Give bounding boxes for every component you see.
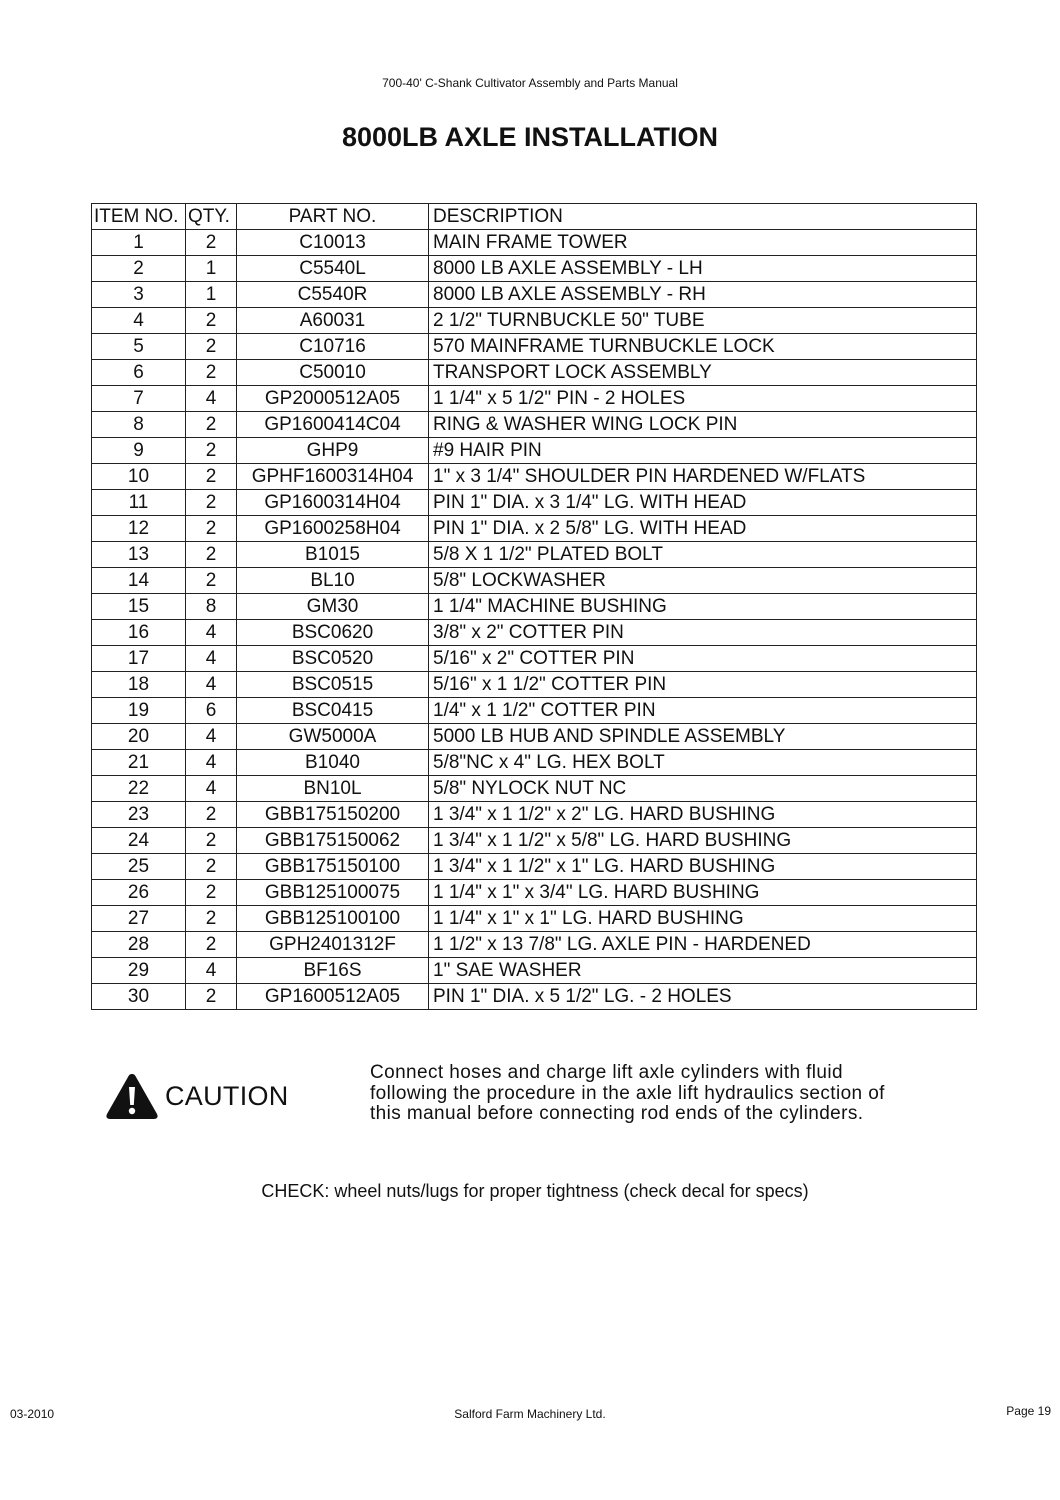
item-no-cell: 21 [92, 750, 186, 776]
qty-cell: 4 [186, 646, 237, 672]
table-row [92, 334, 977, 360]
item-no-cell: 2 [92, 256, 186, 282]
item-no-cell: 13 [92, 542, 186, 568]
part-no-cell: B1040 [237, 750, 429, 776]
table-row [92, 854, 977, 880]
part-no-cell: BL10 [237, 568, 429, 594]
qty-cell: 2 [186, 932, 237, 958]
part-no-cell: BSC0520 [237, 646, 429, 672]
qty-cell: 2 [186, 490, 237, 516]
description-cell: 8000 LB AXLE ASSEMBLY - LH [429, 256, 977, 282]
description-cell: 1 1/4" x 5 1/2" PIN - 2 HOLES [429, 386, 977, 412]
description-cell: PIN 1" DIA. x 5 1/2" LG. - 2 HOLES [429, 984, 977, 1010]
item-no-cell: 27 [92, 906, 186, 932]
table-row [92, 620, 977, 646]
part-no-cell: C5540L [237, 256, 429, 282]
part-no-cell: GBB125100100 [237, 906, 429, 932]
description-cell: 1 1/4" MACHINE BUSHING [429, 594, 977, 620]
header-description: DESCRIPTION [429, 204, 977, 230]
description-cell: 5/16" x 1 1/2" COTTER PIN [429, 672, 977, 698]
part-no-cell: GBB175150100 [237, 854, 429, 880]
table-row [92, 646, 977, 672]
item-no-cell: 28 [92, 932, 186, 958]
description-cell: PIN 1" DIA. x 3 1/4" LG. WITH HEAD [429, 490, 977, 516]
table-row [92, 880, 977, 906]
header-qty: QTY. [186, 204, 237, 230]
item-no-cell: 7 [92, 386, 186, 412]
part-no-cell: BSC0515 [237, 672, 429, 698]
item-no-cell: 18 [92, 672, 186, 698]
part-no-cell: C5540R [237, 282, 429, 308]
item-no-cell: 6 [92, 360, 186, 386]
description-cell: 1 1/2" x 13 7/8" LG. AXLE PIN - HARDENED [429, 932, 977, 958]
page-title: 8000LB AXLE INSTALLATION [341, 122, 719, 152]
table-row [92, 802, 977, 828]
table-row [92, 386, 977, 412]
item-no-cell: 12 [92, 516, 186, 542]
item-no-cell: 26 [92, 880, 186, 906]
table-row [92, 594, 977, 620]
table-row [92, 958, 977, 984]
description-cell: RING & WASHER WING LOCK PIN [429, 412, 977, 438]
item-no-cell: 8 [92, 412, 186, 438]
warning-triangle-icon [105, 1071, 159, 1121]
item-no-cell: 19 [92, 698, 186, 724]
item-no-cell: 22 [92, 776, 186, 802]
caution-text-line: this manual before connecting rod ends of the cylinders. [370, 1103, 864, 1124]
item-no-cell: 20 [92, 724, 186, 750]
description-cell: 5/8 X 1 1/2" PLATED BOLT [429, 542, 977, 568]
description-cell: 1" x 3 1/4" SHOULDER PIN HARDENED W/FLATS [429, 464, 977, 490]
part-no-cell: GP1600512A05 [237, 984, 429, 1010]
qty-cell: 4 [186, 386, 237, 412]
qty-cell: 2 [186, 828, 237, 854]
qty-cell: 1 [186, 256, 237, 282]
header-part-no: PART NO. [237, 204, 429, 230]
table-row [92, 828, 977, 854]
item-no-cell: 24 [92, 828, 186, 854]
qty-cell: 2 [186, 542, 237, 568]
parts-table [91, 203, 977, 1010]
part-no-cell: GBB175150200 [237, 802, 429, 828]
qty-cell: 2 [186, 230, 237, 256]
description-cell: 5/8"NC x 4" LG. HEX BOLT [429, 750, 977, 776]
table-row [92, 282, 977, 308]
table-header-row [92, 204, 977, 230]
qty-cell: 4 [186, 724, 237, 750]
table-row [92, 308, 977, 334]
qty-cell: 2 [186, 880, 237, 906]
table-row [92, 516, 977, 542]
item-no-cell: 9 [92, 438, 186, 464]
qty-cell: 8 [186, 594, 237, 620]
part-no-cell: A60031 [237, 308, 429, 334]
item-no-cell: 30 [92, 984, 186, 1010]
description-cell: 8000 LB AXLE ASSEMBLY - RH [429, 282, 977, 308]
part-no-cell: GM30 [237, 594, 429, 620]
qty-cell: 1 [186, 282, 237, 308]
description-cell: 1 3/4" x 1 1/2" x 1" LG. HARD BUSHING [429, 854, 977, 880]
description-cell: 1/4" x 1 1/2" COTTER PIN [429, 698, 977, 724]
table-row [92, 724, 977, 750]
part-no-cell: BSC0415 [237, 698, 429, 724]
description-cell: 1 3/4" x 1 1/2" x 5/8" LG. HARD BUSHING [429, 828, 977, 854]
part-no-cell: GBB175150062 [237, 828, 429, 854]
item-no-cell: 15 [92, 594, 186, 620]
description-cell: 1 1/4" x 1" x 1" LG. HARD BUSHING [429, 906, 977, 932]
qty-cell: 2 [186, 568, 237, 594]
item-no-cell: 25 [92, 854, 186, 880]
description-cell: #9 HAIR PIN [429, 438, 977, 464]
table-row [92, 750, 977, 776]
part-no-cell: GBB125100075 [237, 880, 429, 906]
qty-cell: 2 [186, 308, 237, 334]
parts-table-body [92, 230, 977, 1010]
part-no-cell: BF16S [237, 958, 429, 984]
part-no-cell: GP1600314H04 [237, 490, 429, 516]
item-no-cell: 11 [92, 490, 186, 516]
item-no-cell: 23 [92, 802, 186, 828]
description-cell: 1 3/4" x 1 1/2" x 2" LG. HARD BUSHING [429, 802, 977, 828]
part-no-cell: GP2000512A05 [237, 386, 429, 412]
part-no-cell: C10013 [237, 230, 429, 256]
item-no-cell: 17 [92, 646, 186, 672]
item-no-cell: 29 [92, 958, 186, 984]
table-row [92, 776, 977, 802]
qty-cell: 2 [186, 464, 237, 490]
part-no-cell: GHP9 [237, 438, 429, 464]
qty-cell: 4 [186, 672, 237, 698]
description-cell: 5/16" x 2" COTTER PIN [429, 646, 977, 672]
description-cell: 1" SAE WASHER [429, 958, 977, 984]
qty-cell: 2 [186, 516, 237, 542]
qty-cell: 4 [186, 958, 237, 984]
qty-cell: 4 [186, 750, 237, 776]
caution-text-line: Connect hoses and charge lift axle cylinders with fluid [370, 1062, 843, 1083]
item-no-cell: 4 [92, 308, 186, 334]
header-item-no: ITEM NO. [92, 204, 186, 230]
qty-cell: 4 [186, 776, 237, 802]
table-row [92, 490, 977, 516]
qty-cell: 2 [186, 984, 237, 1010]
part-no-cell: GW5000A [237, 724, 429, 750]
qty-cell: 2 [186, 906, 237, 932]
table-row [92, 698, 977, 724]
qty-cell: 6 [186, 698, 237, 724]
description-cell: 1 1/4" x 1" x 3/4" LG. HARD BUSHING [429, 880, 977, 906]
description-cell: 5000 LB HUB AND SPINDLE ASSEMBLY [429, 724, 977, 750]
qty-cell: 2 [186, 412, 237, 438]
part-no-cell: C10716 [237, 334, 429, 360]
table-row [92, 438, 977, 464]
table-row [92, 256, 977, 282]
table-row [92, 360, 977, 386]
caution-text-line: following the procedure in the axle lift hydraulics section of [370, 1082, 885, 1104]
footer-company: Salford Farm Machinery Ltd. [454, 1407, 606, 1421]
part-no-cell: BSC0620 [237, 620, 429, 646]
table-row [92, 568, 977, 594]
part-no-cell: B1015 [237, 542, 429, 568]
footer-date: 03-2010 [10, 1407, 55, 1421]
description-cell: 2 1/2" TURNBUCKLE 50" TUBE [429, 308, 977, 334]
description-cell: 3/8" x 2" COTTER PIN [429, 620, 977, 646]
table-row [92, 906, 977, 932]
table-row [92, 412, 977, 438]
item-no-cell: 1 [92, 230, 186, 256]
qty-cell: 4 [186, 620, 237, 646]
part-no-cell: GP1600414C04 [237, 412, 429, 438]
item-no-cell: 3 [92, 282, 186, 308]
table-row [92, 542, 977, 568]
part-no-cell: BN10L [237, 776, 429, 802]
table-row [92, 464, 977, 490]
part-no-cell: GPH2401312F [237, 932, 429, 958]
description-cell: TRANSPORT LOCK ASSEMBLY [429, 360, 977, 386]
description-cell: PIN 1" DIA. x 2 5/8" LG. WITH HEAD [429, 516, 977, 542]
item-no-cell: 16 [92, 620, 186, 646]
item-no-cell: 5 [92, 334, 186, 360]
description-cell: 570 MAINFRAME TURNBUCKLE LOCK [429, 334, 977, 360]
qty-cell: 2 [186, 854, 237, 880]
caution-label: CAUTION [165, 1080, 289, 1111]
qty-cell: 2 [186, 334, 237, 360]
table-row [92, 932, 977, 958]
caution-text [370, 1063, 990, 1125]
description-cell: MAIN FRAME TOWER [429, 230, 977, 256]
qty-cell: 2 [186, 438, 237, 464]
qty-cell: 2 [186, 802, 237, 828]
table-row [92, 672, 977, 698]
table-row [92, 984, 977, 1010]
part-no-cell: C50010 [237, 360, 429, 386]
part-no-cell: GP1600258H04 [237, 516, 429, 542]
table-row [92, 230, 977, 256]
manual-header: 700-40' C-Shank Cultivator Assembly and Parts Manual [382, 76, 678, 90]
item-no-cell: 14 [92, 568, 186, 594]
description-cell: 5/8" NYLOCK NUT NC [429, 776, 977, 802]
qty-cell: 2 [186, 360, 237, 386]
check-note: CHECK: wheel nuts/lugs for proper tightness (check decal for specs) [261, 1181, 809, 1201]
caution-block [105, 1069, 289, 1123]
description-cell: 5/8" LOCKWASHER [429, 568, 977, 594]
footer-page-number: Page 19 [1006, 1404, 1051, 1418]
item-no-cell: 10 [92, 464, 186, 490]
part-no-cell: GPHF1600314H04 [237, 464, 429, 490]
